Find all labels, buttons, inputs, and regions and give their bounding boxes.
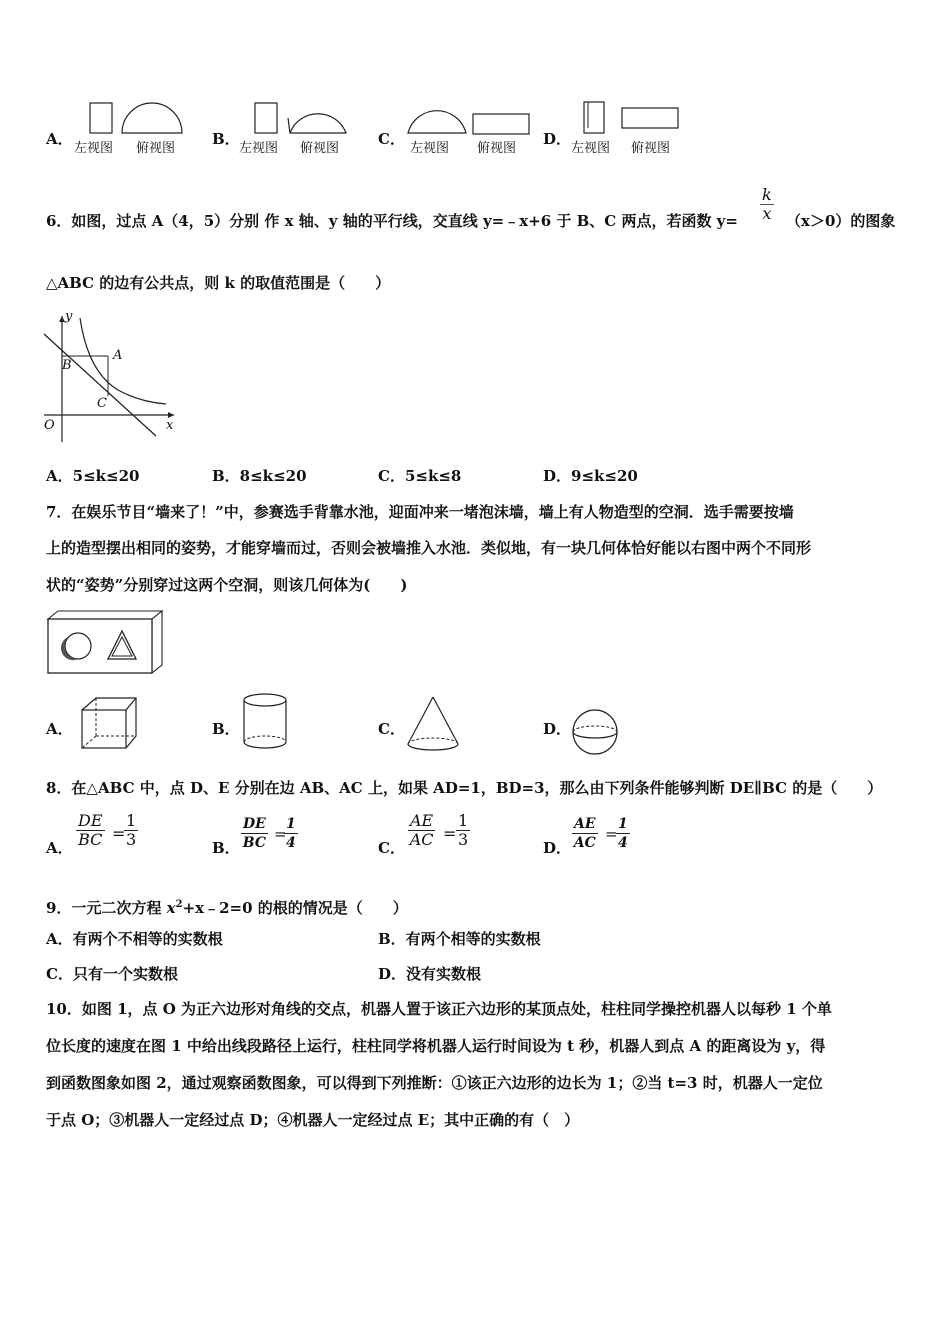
q5-option-d-label[interactable]: D． bbox=[543, 130, 572, 148]
q6-k: k bbox=[762, 185, 772, 204]
q5-option-a-left-caption: 左视图 bbox=[74, 141, 114, 156]
q8-option-c-rhs: $\frac{1}{3}$ bbox=[458, 811, 469, 849]
q7-stem-line3: 状的“姿势”分别穿过这两个空洞，则该几何体为( ) bbox=[46, 576, 408, 594]
q10-stem-line3: 到函数图象如图 2，通过观察函数图象，可以得到下列推断：①该正六边形的边长为 1；②当 t=3 时，机器人一定位 bbox=[46, 1074, 823, 1092]
q8-option-a-rhs: $\frac{1}{3}$ bbox=[126, 811, 137, 849]
q8-option-d-eq: = bbox=[605, 825, 618, 843]
q6-k-over-x bbox=[760, 186, 774, 223]
q7-cube-figure bbox=[78, 694, 142, 752]
q7-option-a[interactable]: A． bbox=[46, 720, 73, 738]
q6-option-d[interactable]: D．9≤k≤20 bbox=[543, 467, 638, 485]
q9-option-a[interactable]: A．有两个不相等的实数根 bbox=[46, 930, 223, 948]
q6-label-y: y bbox=[65, 309, 73, 324]
q6-label-x: x bbox=[166, 418, 174, 433]
q8-option-c-lhs: $\frac{AE}{AC}$ bbox=[409, 811, 434, 849]
q9-stem bbox=[46, 895, 408, 918]
q8-option-b-lhs: $\frac{DE}{BC}$ bbox=[242, 816, 267, 851]
q8-option-c-eq: = bbox=[443, 824, 457, 843]
q8-option-a-eq: = bbox=[112, 824, 126, 843]
q9-option-d[interactable]: D．没有实数根 bbox=[378, 965, 482, 983]
q7-cone-figure bbox=[404, 694, 464, 754]
q7-cylinder-figure bbox=[240, 690, 292, 754]
q6-stem-line2: △ABC 的边有公共点，则 k 的取值范围是（ ） bbox=[46, 274, 391, 292]
q6-figure bbox=[40, 312, 180, 447]
q6-stem-line1 bbox=[46, 211, 738, 231]
q5-option-d-figure bbox=[580, 100, 684, 136]
q7-option-c[interactable]: C． bbox=[378, 720, 405, 738]
q8-option-b-eq: = bbox=[274, 825, 287, 843]
q6-label-c: C bbox=[97, 396, 107, 411]
q5-option-a-figure bbox=[88, 100, 188, 136]
q8-option-d-label: D． bbox=[543, 839, 572, 857]
q7-option-b[interactable]: B． bbox=[212, 720, 240, 738]
q6-stem-part2: （x＞0）的图象 bbox=[786, 212, 896, 230]
q10-stem-line2: 位长度的速度在图 1 中给出线段路径上运行，柱柱同学将机器人运行时间设为 t 秒，机器人到点 A 的距离设为 y，得 bbox=[46, 1037, 826, 1055]
q6-option-c[interactable]: C．5≤k≤8 bbox=[378, 467, 462, 485]
q5-option-b-right-caption: 俯视图 bbox=[300, 141, 340, 156]
q7-wall-figure bbox=[46, 609, 166, 675]
q5-option-a-label[interactable]: A． bbox=[46, 130, 73, 148]
q7-stem-line2: 上的造型摆出相同的姿势，才能穿墙而过，否则会被墙推入水池．类似地，有一块几何体恰好能以右图中两个不同形 bbox=[46, 539, 812, 557]
q6-label-b: B bbox=[62, 358, 72, 373]
q8-option-a-label: A． bbox=[46, 839, 73, 857]
q6-x: x bbox=[762, 204, 772, 223]
q9-stem-rest: +x﹣2=0 的根的情况是（ ） bbox=[182, 899, 408, 917]
q6-label-o: O bbox=[44, 418, 55, 433]
q5-option-b-label[interactable]: B． bbox=[212, 130, 240, 148]
q9-option-c[interactable]: C．只有一个实数根 bbox=[46, 965, 178, 983]
q9-option-b[interactable]: B．有两个相等的实数根 bbox=[378, 930, 541, 948]
q5-option-a-right-caption: 俯视图 bbox=[136, 141, 176, 156]
q5-option-d-right-caption: 俯视图 bbox=[631, 141, 671, 156]
q7-stem-line1: 7．在娱乐节目“墙来了！”中，参赛选手背靠水池，迎面冲来一堵泡沫墙，墙上有人物造型的空洞．选手需要按墙 bbox=[46, 503, 794, 521]
q5-option-c-right-caption: 俯视图 bbox=[477, 141, 517, 156]
q8-option-d-lhs: $\frac{AE}{AC}$ bbox=[573, 816, 596, 851]
q5-option-b-left-caption: 左视图 bbox=[239, 141, 279, 156]
q8-option-b-rhs: $\frac{1}{4}$ bbox=[286, 816, 296, 851]
q6-option-b[interactable]: B．8≤k≤20 bbox=[212, 467, 307, 485]
q6-option-a[interactable]: A．5≤k≤20 bbox=[46, 467, 140, 485]
q8-option-a-lhs: $\frac{DE}{BC}$ bbox=[78, 811, 103, 849]
q7-sphere-figure bbox=[570, 708, 622, 758]
q8-option-c-label: C． bbox=[378, 839, 405, 857]
q10-stem-line1: 10．如图 1，点 O 为正六边形对角线的交点，机器人置于该正六边形的某顶点处，柱柱同学操控机器人以每秒 1 个单 bbox=[46, 1000, 832, 1018]
q7-option-d[interactable]: D． bbox=[543, 720, 572, 738]
q10-stem-line4: 于点 O；③机器人一定经过点 D；④机器人一定经过点 E；其中正确的有（ ） bbox=[46, 1111, 580, 1129]
q8-option-b-label: B． bbox=[212, 839, 240, 857]
q5-option-b-figure bbox=[252, 100, 352, 136]
q6-label-a: A bbox=[113, 348, 123, 363]
q5-option-c-figure bbox=[404, 100, 534, 136]
q9-stem-prefix: 9．一元二次方程 bbox=[46, 899, 167, 917]
q5-option-c-left-caption: 左视图 bbox=[410, 141, 450, 156]
q9-expr-x: x bbox=[166, 899, 176, 917]
q5-option-c-label[interactable]: C． bbox=[378, 130, 405, 148]
q8-stem: 8．在△ABC 中，点 D、E 分别在边 AB、AC 上，如果 AD=1，BD=3，那么由下列条件能够判断 DE∥BC 的是（ ） bbox=[46, 779, 883, 797]
q9-expr-exponent: 2 bbox=[175, 899, 183, 910]
q5-option-d-left-caption: 左视图 bbox=[571, 141, 611, 156]
q6-stem-part1: 6．如图，过点 A（4，5）分别 作 x 轴、y 轴的平行线，交直线 y=﹣x+6 于 B、C 两点，若函数 y= bbox=[46, 212, 738, 230]
q8-option-d-rhs: $\frac{1}{4}$ bbox=[618, 816, 628, 851]
